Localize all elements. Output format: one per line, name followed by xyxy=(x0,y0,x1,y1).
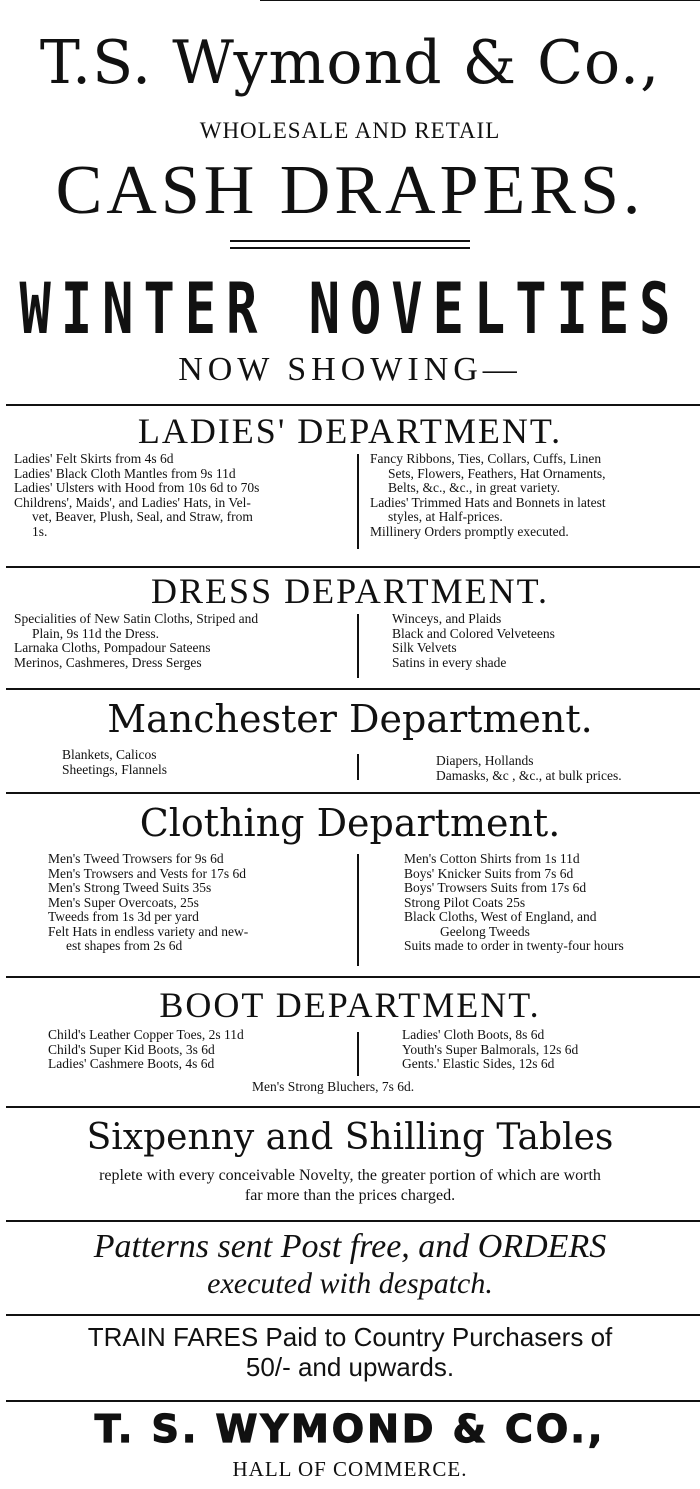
list-item: Boys' Trowsers Suits from 17s 6d xyxy=(404,880,587,895)
ladies-left-column xyxy=(14,452,350,539)
list-item: Ladies' Cloth Boots, 8s 6d xyxy=(402,1027,545,1042)
clothing-department-title: Clothing Department. xyxy=(139,801,561,845)
list-item: Felt Hats in endless variety and new- xyxy=(48,923,249,939)
divider xyxy=(6,688,700,690)
list-item: Satins in every shade xyxy=(392,654,507,670)
column-divider xyxy=(357,614,359,678)
divider xyxy=(6,566,700,568)
clothing-right-column xyxy=(404,852,700,954)
list-item: Gents.' Elastic Sides, 12s 6d xyxy=(402,1056,555,1071)
footer-address: HALL OF COMMERCE. xyxy=(232,1457,468,1481)
boot-right-column xyxy=(402,1028,692,1072)
dress-department-title: DRESS DEPARTMENT. xyxy=(151,571,549,611)
list-item: Strong Pilot Coats 25s xyxy=(404,894,526,910)
manchester-left-column xyxy=(62,748,342,777)
column-divider xyxy=(357,454,359,549)
column-divider xyxy=(357,854,359,966)
list-item: Men's Tweed Trowsers for 9s 6d xyxy=(48,851,224,866)
list-item: Ladies' Felt Skirts from 4s 6d xyxy=(14,451,174,466)
divider xyxy=(6,792,700,794)
now-showing: NOW SHOWING— xyxy=(178,351,522,388)
tables-description-cont: far more than the prices charged. xyxy=(244,1187,456,1204)
list-item: Blankets, Calicos xyxy=(62,747,157,762)
footer-firm-name: T. S. WYMOND & CO., xyxy=(94,1407,606,1451)
divider xyxy=(6,1314,700,1316)
ladies-department-title: LADIES' DEPARTMENT. xyxy=(137,411,563,451)
list-item: Ladies' Ulsters with Hood from 10s 6d to 70s xyxy=(14,480,260,495)
list-item: Belts, &c., &c., in great variety. xyxy=(388,480,560,495)
list-item: Youth's Super Balmorals, 12s 6d xyxy=(402,1041,579,1057)
boot-department-title: BOOT DEPARTMENT. xyxy=(159,985,541,1025)
ladies-right-column xyxy=(370,452,700,539)
boot-footer-line: Men's Strong Bluchers, 7s 6d. xyxy=(252,1079,415,1094)
list-item: est shapes from 2s 6d xyxy=(66,938,183,953)
column-divider xyxy=(357,754,359,780)
list-item: Specialities of New Satin Cloths, Striped and xyxy=(14,611,259,626)
list-item: Ladies' Cashmere Boots, 4s 6d xyxy=(48,1056,215,1071)
dress-left-column xyxy=(14,612,350,670)
list-item: Fancy Ribbons, Ties, Collars, Cuffs, Linen xyxy=(370,451,602,466)
list-item: Men's Super Overcoats, 25s xyxy=(48,894,199,910)
header-double-rule xyxy=(230,240,470,249)
list-item: Child's Leather Copper Toes, 2s 11d xyxy=(48,1027,244,1042)
manchester-right-column xyxy=(436,754,700,783)
list-item: Silk Velvets xyxy=(392,640,457,655)
list-item: Sets, Flowers, Feathers, Hat Ornaments, xyxy=(388,465,606,481)
list-item: Black Cloths, West of England, and xyxy=(404,909,597,924)
tables-description: replete with every conceivable Novelty, the greater portion of which are worth xyxy=(99,1167,601,1184)
train-fares-notice: TRAIN FARES Paid to Country Purchasers of xyxy=(87,1322,613,1352)
list-item: Geelong Tweeds xyxy=(440,923,530,939)
list-item: 1s. xyxy=(32,523,48,539)
boot-left-column xyxy=(48,1028,348,1072)
list-item: Boys' Knicker Suits from 7s 6d xyxy=(404,865,574,881)
divider xyxy=(6,1220,700,1222)
wholesale-retail-subtitle: WHOLESALE AND RETAIL xyxy=(199,118,501,143)
list-item: Childrens', Maids', and Ladies' Hats, in Vel- xyxy=(14,494,251,510)
divider xyxy=(6,976,700,978)
list-item: Winceys, and Plaids xyxy=(392,611,502,626)
sixpenny-shilling-title: Sixpenny and Shilling Tables xyxy=(86,1117,614,1158)
list-item: Diapers, Hollands xyxy=(436,753,534,768)
winter-novelties-headline: WINTER NOVELTIES xyxy=(19,269,681,351)
patterns-notice-cont: executed with despatch. xyxy=(207,1267,493,1300)
dress-right-column xyxy=(392,612,692,670)
list-item: Child's Super Kid Boots, 3s 6d xyxy=(48,1041,215,1057)
list-item: Millinery Orders promptly executed. xyxy=(370,523,569,539)
divider xyxy=(6,1400,700,1402)
list-item: Sheetings, Flannels xyxy=(62,761,167,777)
list-item: Suits made to order in twenty-four hours xyxy=(404,938,624,953)
list-item: Merinos, Cashmeres, Dress Serges xyxy=(14,654,202,670)
list-item: Black and Colored Velveteens xyxy=(392,625,555,641)
column-divider xyxy=(357,1032,359,1076)
cash-drapers-title: CASH DRAPERS. xyxy=(55,152,645,229)
list-item: Men's Cotton Shirts from 1s 11d xyxy=(404,851,580,866)
manchester-department-title: Manchester Department. xyxy=(107,697,593,741)
list-item: Plain, 9s 11d the Dress. xyxy=(32,625,159,641)
divider xyxy=(6,1106,700,1108)
clothing-left-column xyxy=(48,852,348,954)
list-item: Damasks, &c , &c., at bulk prices. xyxy=(436,767,622,783)
list-item: styles, at Half-prices. xyxy=(388,509,503,524)
list-item: Men's Trowsers and Vests for 17s 6d xyxy=(48,865,246,881)
top-rule xyxy=(260,0,700,1)
firm-name: T.S. Wymond & Co., xyxy=(39,28,661,98)
patterns-notice: Patterns sent Post free, and ORDERS xyxy=(93,1228,607,1265)
list-item: vet, Beaver, Plush, Seal, and Straw, from xyxy=(32,509,253,524)
list-item: Tweeds from 1s 3d per yard xyxy=(48,909,199,924)
list-item: Men's Strong Tweed Suits 35s xyxy=(48,880,212,895)
list-item: Larnaka Cloths, Pompadour Sateens xyxy=(14,640,211,655)
list-item: Ladies' Black Cloth Mantles from 9s 11d xyxy=(14,465,236,481)
train-fares-notice-cont: 50/- and upwards. xyxy=(245,1352,455,1382)
list-item: Ladies' Trimmed Hats and Bonnets in latest xyxy=(370,494,606,510)
divider xyxy=(6,404,700,406)
